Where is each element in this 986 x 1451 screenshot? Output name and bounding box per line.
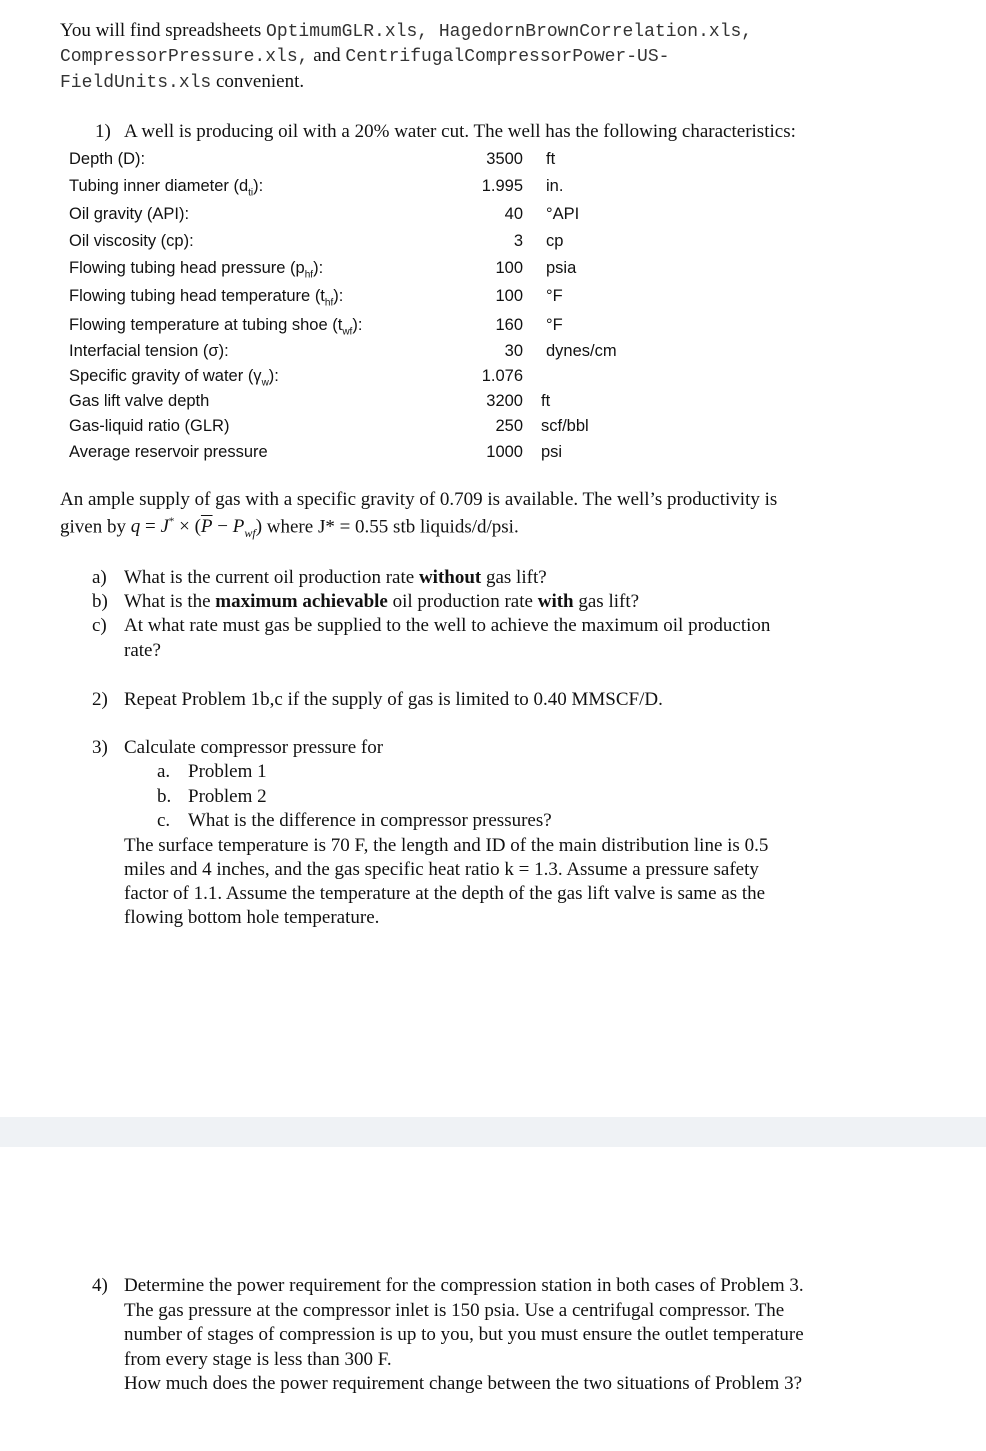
- table-row: Oil gravity (API): 40 °API: [69, 205, 580, 223]
- table-row: Gas-liquid ratio (GLR) 250 scf/bbl: [69, 417, 589, 435]
- table-row: Tubing inner diameter $(d_{ti})$: 1.995 in.: [69, 177, 564, 199]
- part-b-question: What is the maximum achievable oil production rate with gas lift?: [124, 591, 640, 612]
- sub-c-letter: c.: [157, 810, 171, 831]
- problem-3-note-line: factor of 1.1. Assume the temperature at the depth of the gas lift valve is same as the: [124, 883, 766, 904]
- problem-4-number: 4): [92, 1275, 108, 1296]
- part-a-letter: a): [92, 567, 107, 588]
- intro-line-2: CompressorPressure.xls, and CentrifugalCompressorPower-US-: [60, 45, 670, 67]
- part-b-letter: b): [92, 591, 108, 612]
- intro-line-1: You will find spreadsheets OptimumGLR.xls, HagedornBrownCorrelation.xls,: [60, 20, 753, 42]
- sub-b-letter: b.: [157, 786, 172, 807]
- intro-line-3: FieldUnits.xls convenient.: [60, 71, 305, 93]
- problem-4-line: from every stage is less than 300 F.: [124, 1349, 392, 1370]
- problem-4-line: number of stages of compression is up to you, but you must ensure the outlet temperature: [124, 1324, 804, 1345]
- filename-optimum-glr: OptimumGLR.xls,: [266, 22, 429, 42]
- part-c-letter: c): [92, 615, 107, 636]
- problem-2-statement: Repeat Problem 1b,c if the supply of gas is limited to 0.40 MMSCF/D.: [124, 689, 663, 710]
- table-row: Gas lift valve depth 3200 ft: [69, 392, 551, 410]
- problem-3-number: 3): [92, 737, 108, 758]
- table-row: Average reservoir pressure 1000 psi: [69, 443, 563, 461]
- filename-centrifugal-power: CentrifugalCompressorPower-US-: [345, 47, 670, 67]
- table-row: Flowing tubing head temperature $(t_{hf})$: 100 °F: [69, 287, 563, 309]
- filename-compressor-pressure: CompressorPressure.xls,: [60, 47, 309, 67]
- problem-4-line: The gas pressure at the compressor inlet is 150 psia. Use a centrifugal compressor. The: [124, 1300, 785, 1321]
- part-c-question-line-2: rate?: [124, 640, 161, 661]
- table-row: Depth (D): 3500 ft: [69, 150, 556, 168]
- problem-4-line: Determine the power requirement for the compression station in both cases of Problem 3.: [124, 1275, 804, 1296]
- table-row: Flowing tubing head pressure $(p_{hf})$: 100 psia: [69, 259, 577, 281]
- filename-hagedorn-brown: HagedornBrownCorrelation.xls,: [438, 22, 753, 42]
- part-a-question: What is the current oil production rate without gas lift?: [124, 567, 547, 588]
- problem-1-statement: A well is producing oil with a 20% water cut. The well has the following characteristics:: [124, 121, 796, 142]
- problem-3-note-line: The surface temperature is 70 F, the length and ID of the main distribution line is 0.5: [124, 835, 769, 856]
- table-row: Specific gravity of water $(\gamma_w)$: 1.076: [69, 367, 523, 389]
- problem-1-number: 1): [95, 121, 111, 142]
- sub-a-letter: a.: [157, 761, 171, 782]
- page-break-divider: [0, 1117, 986, 1147]
- table-row: Interfacial tension (σ): 30 dynes/cm: [69, 342, 617, 360]
- problem-3-note-line: flowing bottom hole temperature.: [124, 907, 380, 928]
- productivity-equation: $q = J^* \times (\overline{P} - P_{wf})$: [130, 516, 263, 541]
- sub-b-text: Problem 2: [188, 786, 267, 807]
- problem-3-note-line: miles and 4 inches, and the gas specific heat ratio k = 1.3. Assume a pressure safety: [124, 859, 759, 880]
- table-row: Flowing temperature at tubing shoe $(t_{wf})$: 160 °F: [69, 316, 563, 338]
- problem-4-line: How much does the power requirement change between the two situations of Problem 3?: [124, 1373, 803, 1394]
- productivity-statement: given by $q = J^* \times (\overline{P} - P_{wf})$ where J* = 0.55 stb liquids/d/psi.: [60, 516, 519, 541]
- problem-3-statement: Calculate compressor pressure for: [124, 737, 384, 758]
- problem-2-number: 2): [92, 689, 108, 710]
- table-row: Oil viscosity (cp): 3 cp: [69, 232, 564, 250]
- part-c-question-line-1: At what rate must gas be supplied to the well to achieve the maximum oil production: [124, 615, 771, 636]
- sub-c-text: What is the difference in compressor pressures?: [188, 810, 552, 831]
- sub-a-text: Problem 1: [188, 761, 267, 782]
- gas-supply-statement: An ample supply of gas with a specific gravity of 0.709 is available. The well’s productivity is: [60, 489, 778, 510]
